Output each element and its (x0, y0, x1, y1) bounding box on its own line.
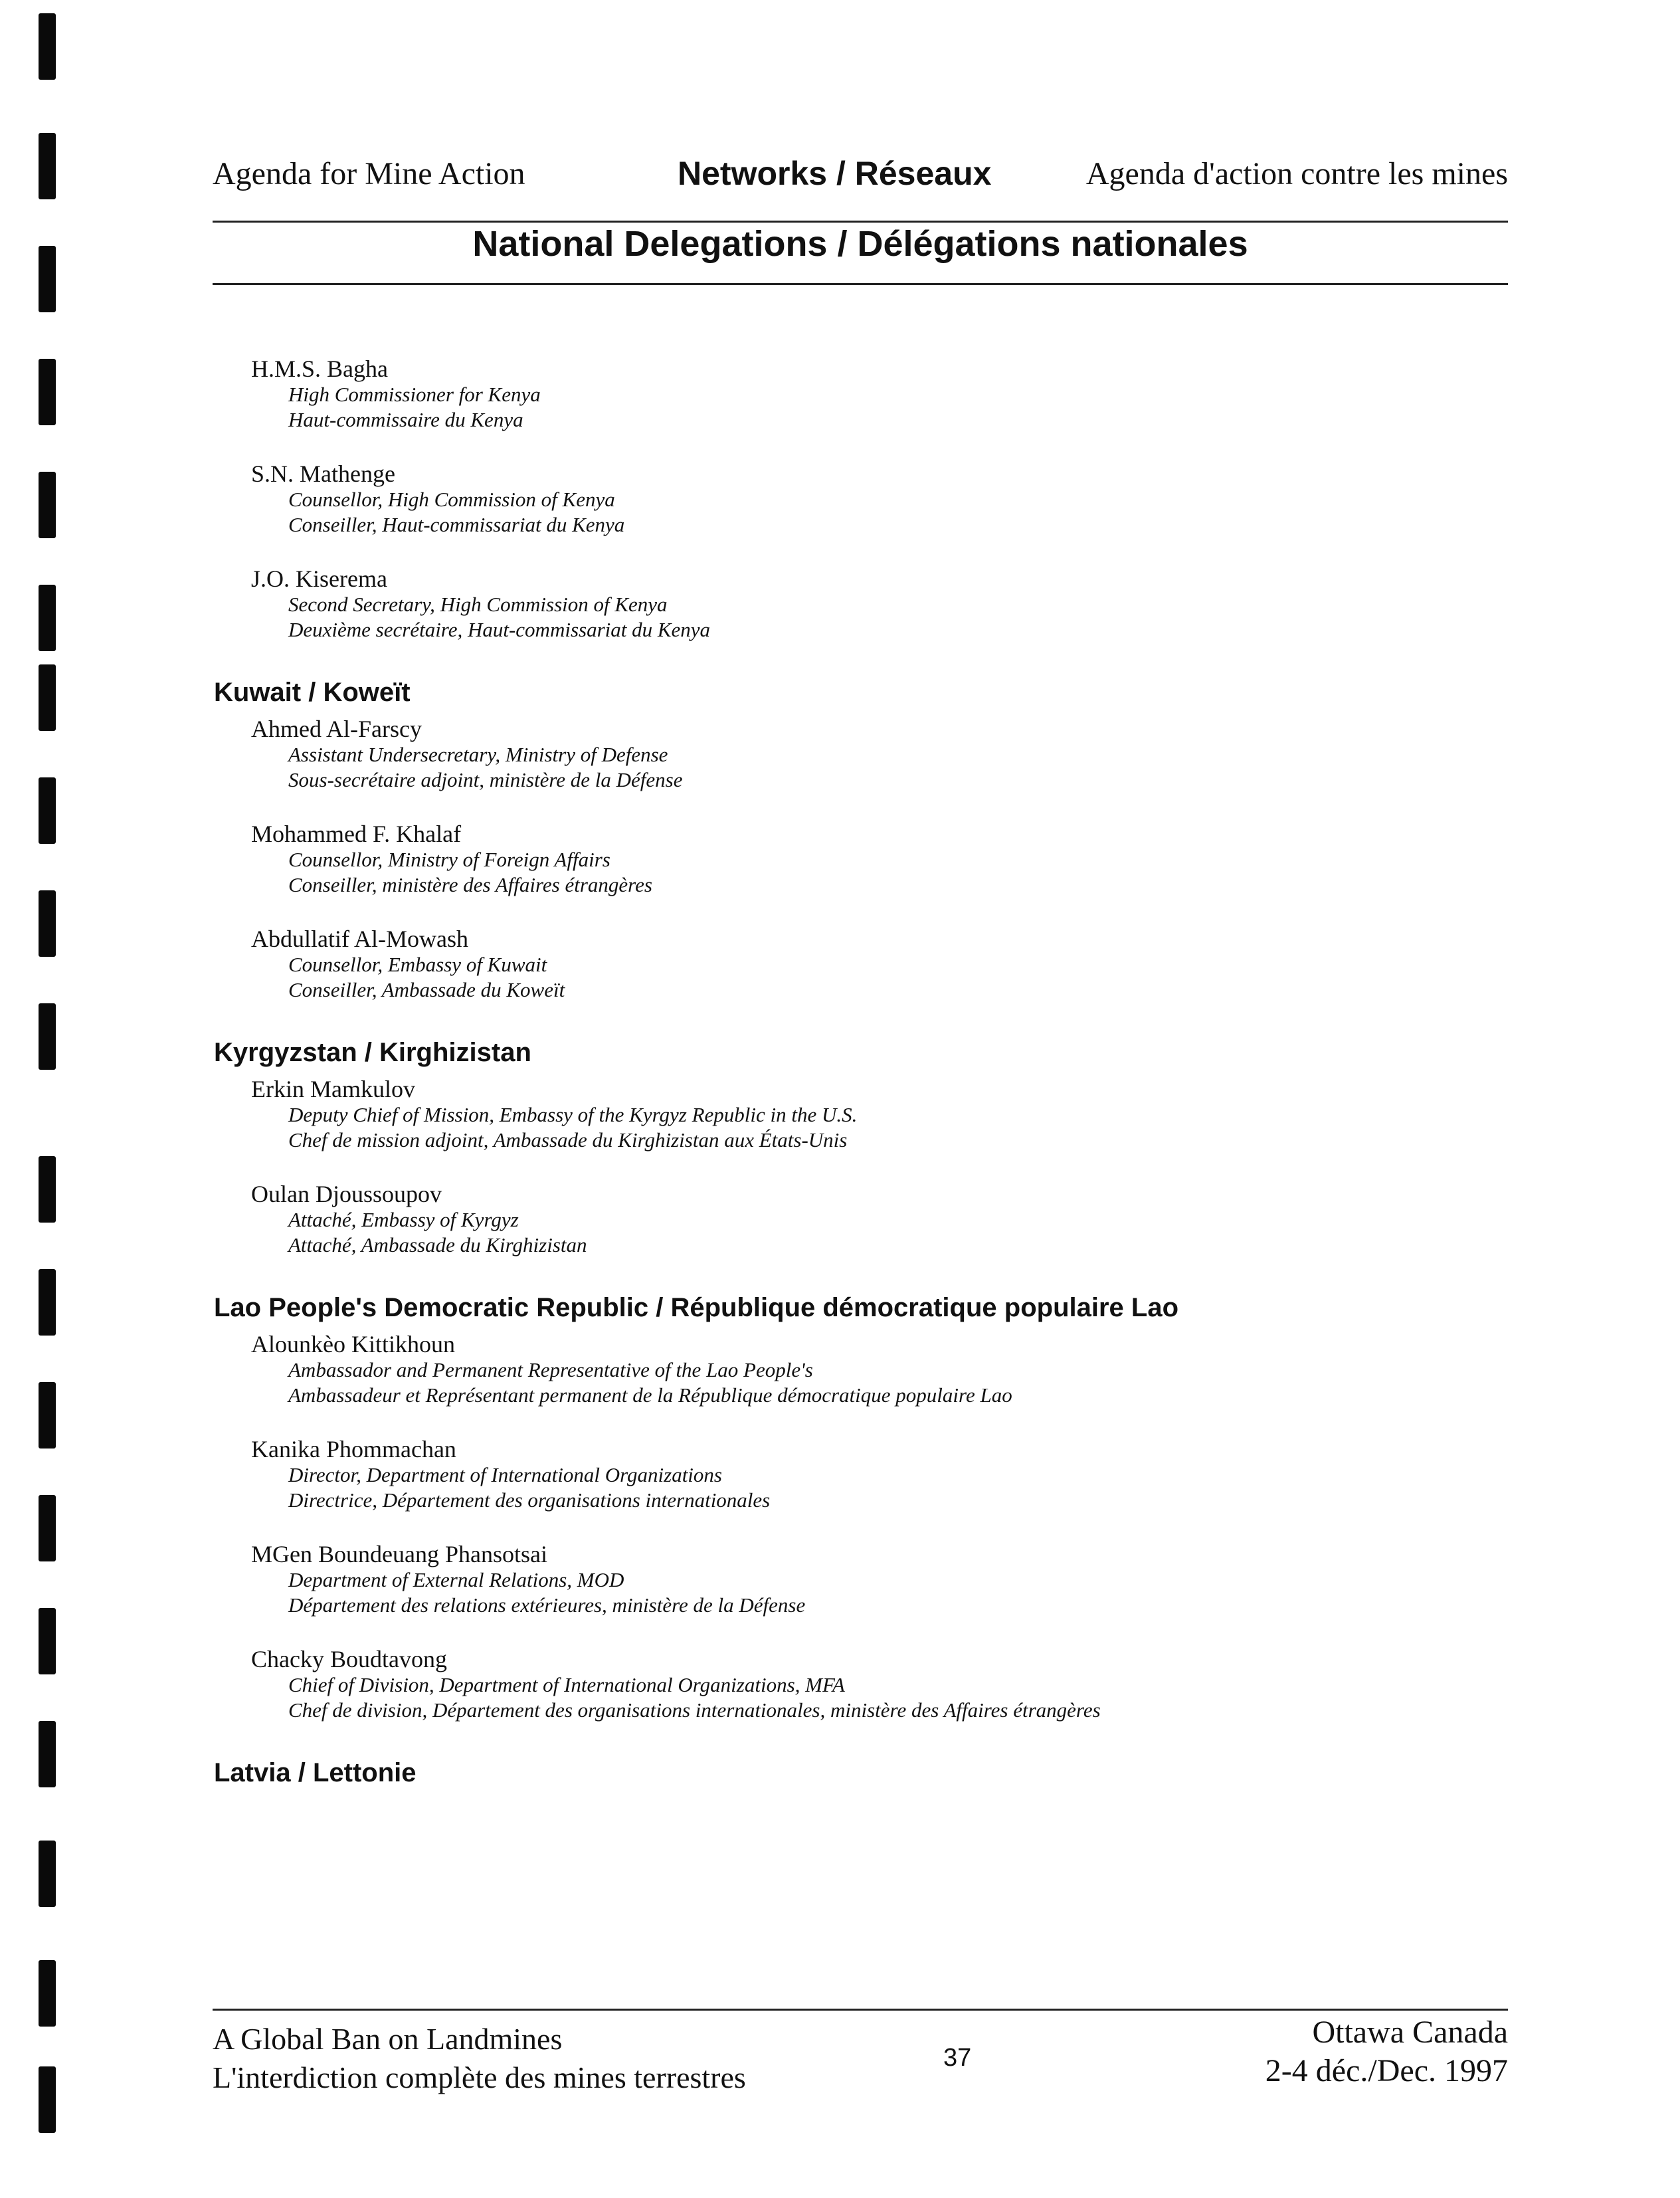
header-center: Networks / Réseaux (678, 155, 992, 192)
delegate-entry (251, 926, 1508, 1003)
delegate-entry (251, 1331, 1508, 1408)
country-heading: Kyrgyzstan / Kirghizistan (214, 1038, 531, 1067)
binding-mark (39, 1003, 56, 1070)
delegate-role-en: Chief of Division, Department of International Organizations, MFA (288, 1673, 845, 1696)
header-left: Agenda for Mine Action (213, 156, 525, 191)
footer-right-line2: 2-4 déc./Dec. 1997 (1265, 2053, 1508, 2088)
delegate-entry (251, 565, 1508, 643)
delegate-role-en: Counsellor, Embassy of Kuwait (288, 953, 547, 976)
delegate-role-fr: Chef de mission adjoint, Ambassade du Kirghizistan aux États-Unis (288, 1128, 848, 1151)
binding-mark (39, 13, 56, 80)
binding-mark (39, 1495, 56, 1561)
binding-mark (39, 1721, 56, 1787)
country-heading: Lao People's Democratic Republic / République démocratique populaire Lao (214, 1293, 1179, 1322)
delegate-role-fr: Ambassadeur et Représentant permanent de la République démocratique populaire Lao (288, 1383, 1012, 1407)
delegate-role-en: Department of External Relations, MOD (288, 1568, 624, 1591)
binding-mark (39, 1269, 56, 1336)
delegate-name: Erkin Mamkulov (251, 1076, 415, 1102)
delegate-role-en: Counsellor, High Commission of Kenya (288, 488, 615, 511)
binding-mark (39, 1156, 56, 1223)
document-page (213, 0, 1508, 2198)
binding-mark (39, 664, 56, 731)
delegate-entry (251, 1181, 1508, 1258)
delegation-list (213, 355, 1508, 1796)
delegate-role-en: Counsellor, Ministry of Foreign Affairs (288, 848, 610, 871)
delegate-role-en: Attaché, Embassy of Kyrgyz (288, 1208, 519, 1231)
header-rule (213, 221, 1508, 223)
delegate-role-en: Deputy Chief of Mission, Embassy of the Kyrgyz Republic in the U.S. (288, 1103, 858, 1126)
delegate-name: Ahmed Al-Farscy (251, 716, 422, 742)
delegate-role-en: Assistant Undersecretary, Ministry of Defense (288, 743, 668, 766)
footer-right-line1: Ottawa Canada (1312, 2015, 1508, 2050)
delegate-entry (251, 355, 1508, 433)
delegate-entry (251, 1541, 1508, 1618)
running-header (213, 150, 1508, 203)
delegate-role-fr: Sous-secrétaire adjoint, ministère de la Défense (288, 768, 683, 791)
delegate-name: MGen Boundeuang Phansotsai (251, 1541, 547, 1567)
delegate-role-fr: Directrice, Département des organisations internationales (288, 1488, 771, 1512)
page-title: National Delegations / Délégations nationales (472, 224, 1248, 264)
delegate-role-en: Director, Department of International Organizations (288, 1463, 722, 1486)
binding-mark (39, 1382, 56, 1449)
footer-left (213, 2020, 746, 2097)
footer-rule (213, 2009, 1508, 2011)
title-rule (213, 283, 1508, 285)
delegate-role-en: Second Secretary, High Commission of Kenya (288, 593, 668, 616)
binding-mark (39, 246, 56, 312)
delegate-entry (251, 716, 1508, 793)
delegate-role-fr: Conseiller, ministère des Affaires étrangères (288, 873, 652, 896)
delegate-name: S.N. Mathenge (251, 460, 395, 487)
delegate-entry (251, 460, 1508, 538)
binding-marks (39, 0, 58, 2198)
binding-mark (39, 585, 56, 651)
delegate-role-en: Ambassador and Permanent Representative of the Lao People's (288, 1358, 813, 1381)
binding-mark (39, 2066, 56, 2133)
country-heading: Kuwait / Koweït (214, 678, 411, 707)
delegate-name: H.M.S. Bagha (251, 355, 388, 382)
delegate-role-fr: Deuxième secrétaire, Haut-commissariat du Kenya (288, 618, 711, 641)
delegate-role-fr: Attaché, Ambassade du Kirghizistan (288, 1233, 587, 1256)
delegate-role-en: High Commissioner for Kenya (288, 383, 541, 406)
delegate-name: Oulan Djoussoupov (251, 1181, 442, 1207)
country-heading: Latvia / Lettonie (214, 1758, 417, 1787)
binding-mark (39, 890, 56, 957)
delegate-entry (251, 1076, 1508, 1153)
delegate-name: Abdullatif Al-Mowash (251, 926, 468, 952)
binding-mark (39, 1960, 56, 2027)
delegate-name: Alounkèo Kittikhoun (251, 1331, 455, 1357)
delegate-role-fr: Conseiller, Haut-commissariat du Kenya (288, 513, 625, 536)
delegate-role-fr: Haut-commissaire du Kenya (288, 408, 523, 431)
binding-mark (39, 1841, 56, 1907)
page-number: 37 (943, 2044, 972, 2072)
delegate-role-fr: Conseiller, Ambassade du Koweït (288, 978, 565, 1001)
delegate-name: Kanika Phommachan (251, 1436, 456, 1462)
delegate-name: Chacky Boudtavong (251, 1646, 447, 1672)
binding-mark (39, 359, 56, 425)
delegate-entry (251, 821, 1508, 898)
delegate-name: J.O. Kiserema (251, 565, 387, 592)
delegate-role-fr: Département des relations extérieures, ministère de la Défense (288, 1593, 806, 1617)
header-right: Agenda d'action contre les mines (1085, 156, 1508, 191)
binding-mark (39, 472, 56, 538)
footer-left-line1: A Global Ban on Landmines (213, 2022, 563, 2056)
delegate-entry (251, 1436, 1508, 1513)
delegate-role-fr: Chef de division, Département des organisations internationales, ministère des Affaires étrangères (288, 1698, 1101, 1722)
footer-right (1265, 2013, 1508, 2090)
footer-left-line2: L'interdiction complète des mines terrestres (213, 2060, 746, 2094)
binding-mark (39, 133, 56, 199)
binding-mark (39, 1608, 56, 1674)
delegate-entry (251, 1646, 1508, 1723)
delegate-name: Mohammed F. Khalaf (251, 821, 462, 847)
binding-mark (39, 777, 56, 844)
